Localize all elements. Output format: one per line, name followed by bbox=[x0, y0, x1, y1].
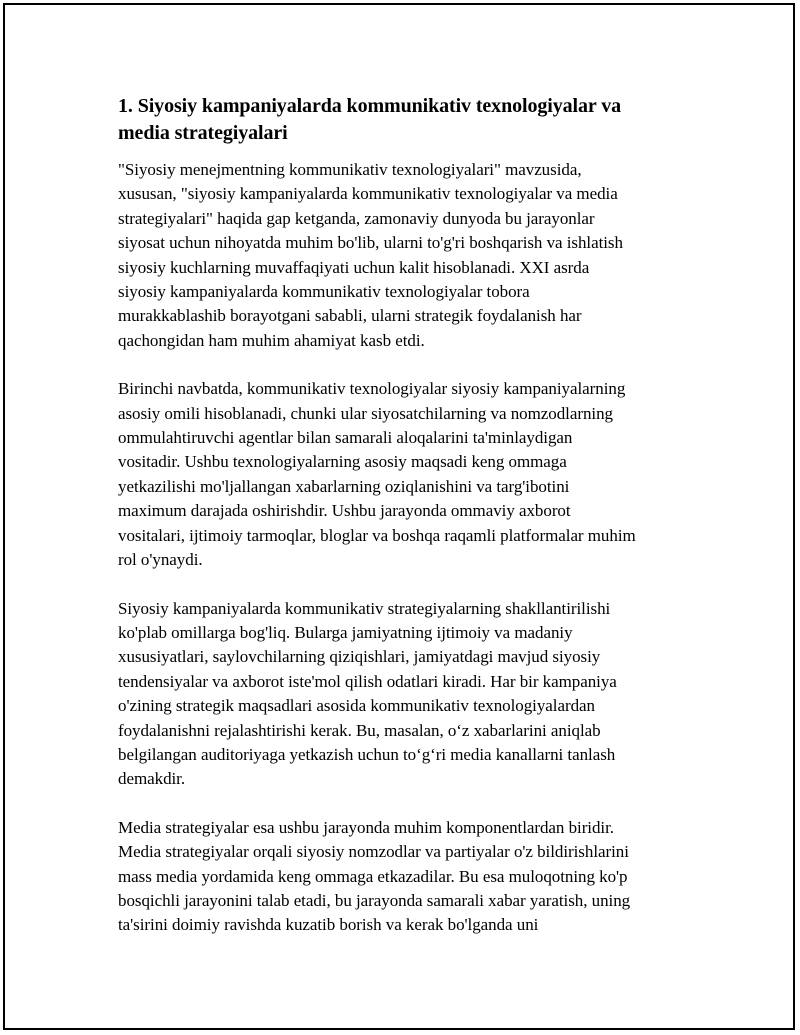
text-line: ta'sirini doimiy ravishda kuzatib borish va kerak bo'lganda uni bbox=[118, 915, 539, 935]
text-line: Birinchi navbatda, kommunikativ texnologiyalar siyosiy kampaniyalarning bbox=[118, 379, 626, 399]
heading-line: media strategiyalari bbox=[118, 122, 288, 144]
text-line: asosiy omili hisoblanadi, chunki ular siyosatchilarning va nomzodlarning bbox=[118, 403, 613, 423]
text-line: belgilangan auditoriyaga yetkazish uchun to‘g‘ri media kanallarni tanlash bbox=[118, 744, 616, 764]
text-line: murakkablashib borayotgani sababli, ularni strategik foydalanish har bbox=[118, 306, 582, 326]
section-heading bbox=[118, 93, 684, 147]
text-line: foydalanishni rejalashtirishi kerak. Bu, masalan, o‘z xabarlarini aniqlab bbox=[118, 720, 601, 740]
text-line: strategiyalari" haqida gap ketganda, zamonaviy dunyoda bu jarayonlar bbox=[118, 208, 595, 228]
text-line: siyosat uchun nihoyatda muhim bo'lib, ularni to'g'ri boshqarish va ishlatish bbox=[118, 233, 623, 253]
paragraph-1 bbox=[118, 158, 684, 353]
paragraph-2 bbox=[118, 377, 684, 572]
text-line: bosqichli jarayonini talab etadi, bu jarayonda samarali xabar yaratish, uning bbox=[118, 890, 631, 910]
text-line: xususan, "siyosiy kampaniyalarda kommunikativ texnologiyalar va media bbox=[118, 184, 618, 204]
text-line: demakdir. bbox=[118, 769, 186, 789]
text-line: ommulahtiruvchi agentlar bilan samarali aloqalarini ta'minlaydigan bbox=[118, 428, 573, 448]
text-line: siyosiy kampaniyalarda kommunikativ texnologiyalar tobora bbox=[118, 282, 530, 302]
paragraph-3 bbox=[118, 597, 684, 792]
text-line: xususiyatlari, saylovchilarning qiziqishlari, jamiyatdagi mavjud siyosiy bbox=[118, 647, 601, 667]
text-line: vositalari, ijtimoiy tarmoqlar, bloglar va boshqa raqamli platformalar muhim bbox=[118, 525, 636, 545]
text-line: yetkazilishi mo'ljallangan xabarlarning oziqlanishini va targ'ibotini bbox=[118, 476, 570, 496]
text-line: maximum darajada oshirishdir. Ushbu jarayonda ommaviy axborot bbox=[118, 501, 571, 521]
text-line: ko'plab omillarga bog'liq. Bularga jamiyatning ijtimoiy va madaniy bbox=[118, 622, 573, 642]
text-line: Media strategiyalar orqali siyosiy nomzodlar va partiyalar o'z bildirishlarini bbox=[118, 842, 629, 862]
text-line: "Siyosiy menejmentning kommunikativ texnologiyalari" mavzusida, bbox=[118, 160, 582, 179]
text-line: Media strategiyalar esa ushbu jarayonda muhim komponentlardan biridir. bbox=[118, 817, 614, 837]
text-line: vositadir. Ushbu texnologiyalarning asosiy maqsadi keng ommaga bbox=[118, 452, 567, 472]
text-line: qachongidan ham muhim ahamiyat kasb etdi. bbox=[118, 330, 425, 350]
text-line: o'zining strategik maqsadlari asosida kommunikativ texnologiyalardan bbox=[118, 696, 595, 716]
text-line: Siyosiy kampaniyalarda kommunikativ strategiyalarning shakllantirilishi bbox=[118, 598, 611, 618]
heading-line: 1. Siyosiy kampaniyalarda kommunikativ texnologiyalar va bbox=[118, 95, 621, 117]
text-line: rol o'ynaydi. bbox=[118, 550, 203, 570]
paragraph-4 bbox=[118, 816, 684, 938]
text-line: tendensiyalar va axborot iste'mol qilish odatlari kiradi. Har bir kampaniya bbox=[118, 671, 617, 691]
text-line: siyosiy kuchlarning muvaffaqiyati uchun kalit hisoblanadi. XXI asrda bbox=[118, 257, 590, 277]
text-line: mass media yordamida keng ommaga etkazadilar. Bu esa muloqotning ko'p bbox=[118, 866, 628, 886]
document-body bbox=[118, 93, 684, 962]
